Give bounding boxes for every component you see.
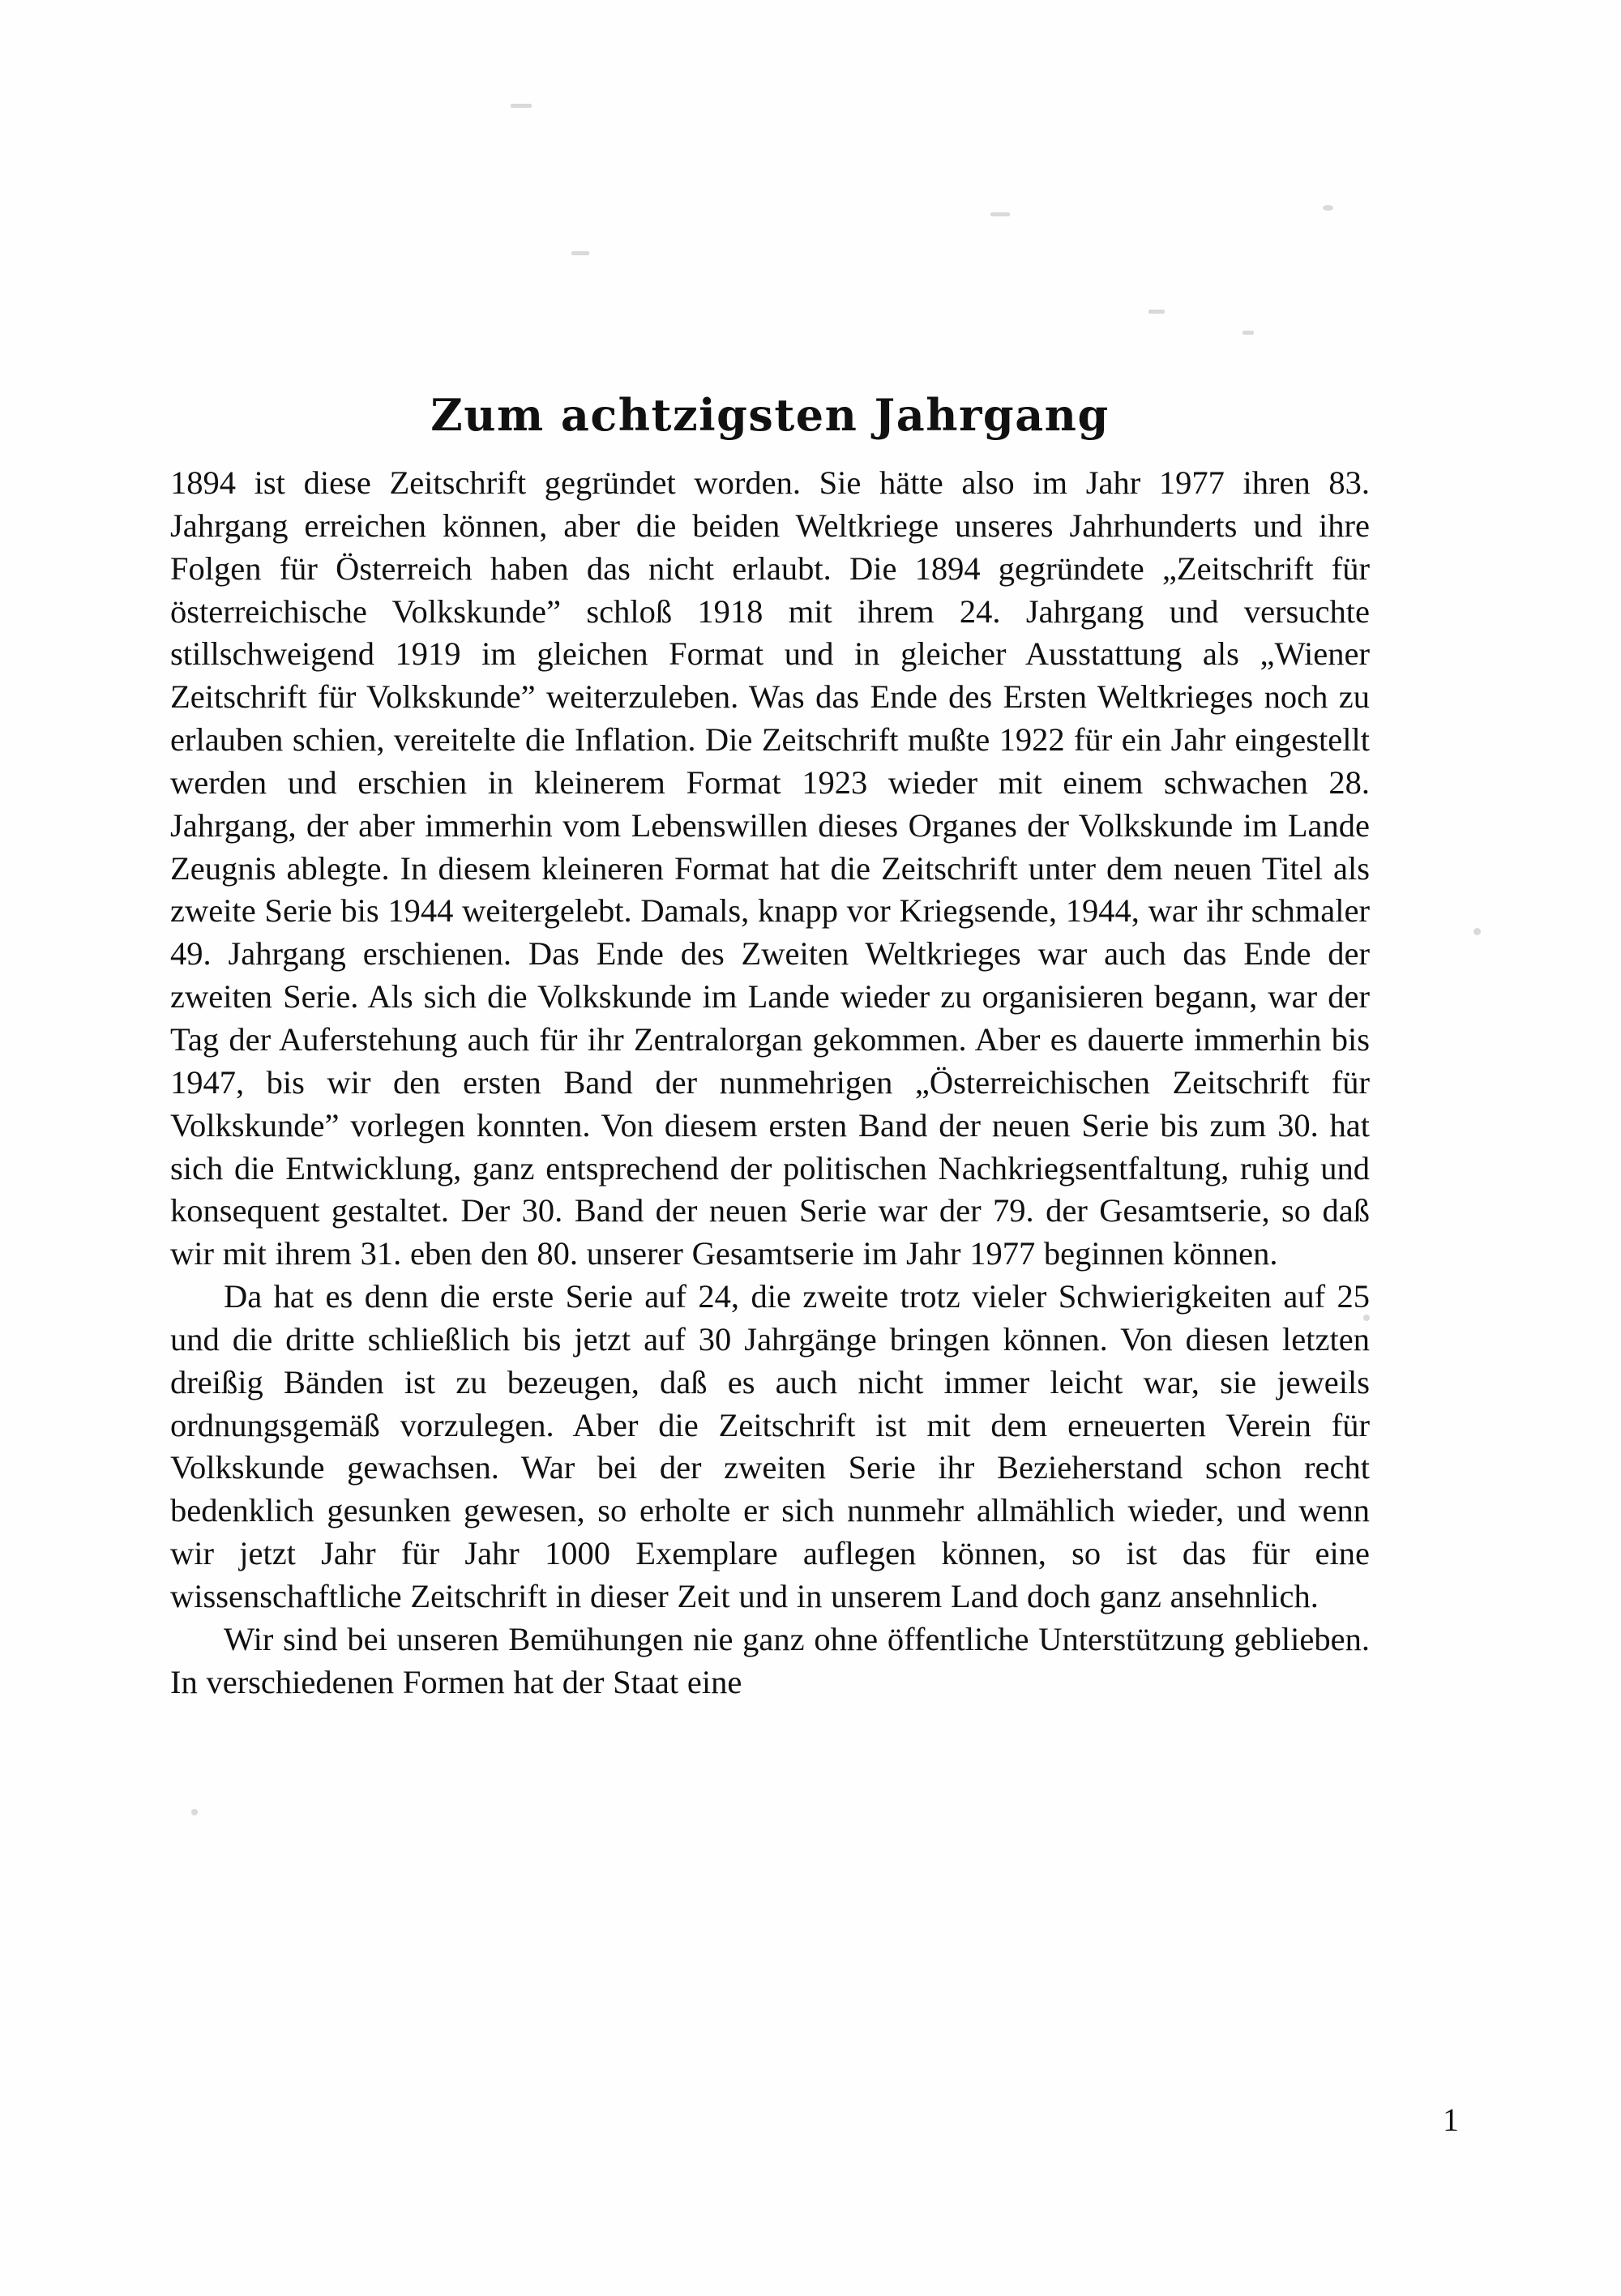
scan-artifact	[511, 104, 532, 108]
scan-artifact	[1242, 331, 1254, 335]
scan-artifact	[990, 212, 1010, 216]
paragraph-2: Da hat es denn die erste Serie auf 24, die zweite trotz vieler Schwierigkeiten auf 25 und die dritte schließlich bis jetzt auf 30 Jahrgänge bringen können. Von diesen letzten dreißig Bänden ist zu bezeugen, daß es auch nicht immer leicht war, sie jeweils ordnungsgemäß vorzulegen. Aber die Zeitschrift ist mit dem erneuerten Verein für Volkskunde gewachsen. War bei der zweiten Serie ihr Bezieherstand schon recht bedenklich gesunken gewesen, so erholte er sich nunmehr allmählich wieder, und wenn wir jetzt Jahr für Jahr 1000 Exemplare auflegen können, so ist das für eine wissenschaftliche Zeitschrift in dieser Zeit und in unserem Land doch ganz ansehnlich.	[170, 1278, 1370, 1614]
scan-artifact	[571, 251, 589, 255]
body-text	[170, 462, 1370, 1704]
page-title: Zum achtzigsten Jahrgang	[430, 389, 1110, 441]
page-content	[170, 389, 1370, 1704]
scan-artifact	[1473, 928, 1481, 935]
scan-artifact	[1148, 310, 1165, 314]
paragraph-3: Wir sind bei unseren Bemühungen nie ganz ohne öffentliche Unterstützung geblieben. In verschiedenen Formen hat der Staat eine	[170, 1620, 1370, 1700]
page-number: 1	[1443, 2101, 1459, 2138]
scan-artifact	[191, 1809, 198, 1815]
scan-artifact	[1323, 205, 1333, 211]
paragraph-1: 1894 ist diese Zeitschrift gegründet worden. Sie hätte also im Jahr 1977 ihren 83. Jahrgang erreichen können, aber die beiden Weltkriege unseres Jahrhunderts und ihre Folgen für Österreich haben das nicht erlaubt. Die 1894 gegründete „Zeitschrift für österreichische Volkskunde” schloß 1918 mit ihrem 24. Jahrgang und versuchte stillschweigend 1919 im gleichen Format und in gleicher Ausstattung als „Wiener Zeitschrift für Volkskunde” weiterzuleben. Was das Ende des Ersten Weltkrieges noch zu erlauben schien, vereitelte die Inflation. Die Zeitschrift mußte 1922 für ein Jahr eingestellt werden und erschien in kleinerem Format 1923 wieder mit einem schwachen 28. Jahrgang, der aber immerhin vom Lebenswillen dieses Organes der Volkskunde im Lande Zeugnis ablegte. In diesem kleineren Format hat die Zeitschrift unter dem neuen Titel als zweite Serie bis 1944 weitergelebt. Damals, knapp vor Kriegsende, 1944, war ihr schmaler 49. Jahrgang erschienen. Das Ende des Zweiten Weltkrieges war auch das Ende der zweiten Serie. Als sich die Volkskunde im Lande wieder zu organisieren begann, war der Tag der Auferstehung auch für ihr Zentralorgan gekommen. Aber es dauerte immerhin bis 1947, bis wir den ersten Band der nunmehrigen „Österreichischen Zeitschrift für Volkskunde” vorlegen konnten. Von diesem ersten Band der neuen Serie bis zum 30. hat sich die Entwicklung, ganz entsprechend der politischen Nachkriegsentfaltung, ruhig und konsequent gestaltet. Der 30. Band der neuen Serie war der 79. der Gesamtserie, so daß wir mit ihrem 31. eben den 80. unserer Gesamtserie im Jahr 1977 beginnen können.	[170, 464, 1370, 1272]
